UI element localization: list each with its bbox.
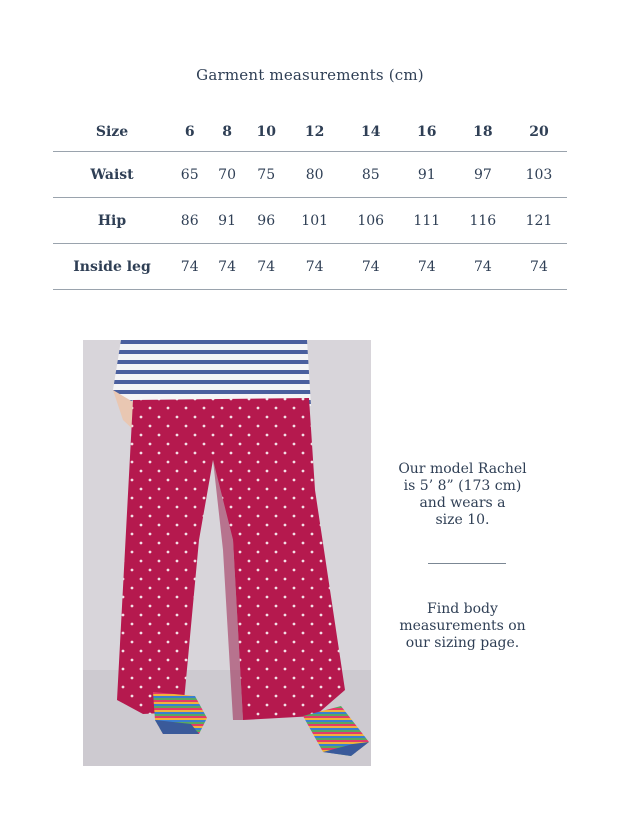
divider xyxy=(428,563,506,564)
table-cell: 74 xyxy=(246,244,287,290)
size-header: 14 xyxy=(343,113,399,152)
table-cell: 74 xyxy=(511,244,567,290)
table-cell: 116 xyxy=(455,198,511,244)
table-cell: 74 xyxy=(455,244,511,290)
table-cell: 65 xyxy=(171,152,208,198)
row-label: Inside leg xyxy=(53,244,171,290)
table-row-inside-leg xyxy=(53,244,567,290)
table-cell: 106 xyxy=(343,198,399,244)
table-row-hip xyxy=(53,198,567,244)
size-header: 8 xyxy=(208,113,245,152)
size-header: 20 xyxy=(511,113,567,152)
table-cell: 74 xyxy=(287,244,343,290)
page-title: Garment measurements (cm) xyxy=(196,66,424,84)
table-header-row xyxy=(53,113,567,152)
table-cell: 91 xyxy=(208,198,245,244)
table-cell: 80 xyxy=(287,152,343,198)
model-photo xyxy=(83,340,371,766)
size-header-label: Size xyxy=(53,113,171,152)
table-cell: 121 xyxy=(511,198,567,244)
row-label: Hip xyxy=(53,198,171,244)
size-header: 12 xyxy=(287,113,343,152)
measurements-table xyxy=(53,113,567,290)
table-cell: 111 xyxy=(399,198,455,244)
model-note-line: Our model Rachel xyxy=(398,461,527,477)
table-cell: 74 xyxy=(343,244,399,290)
table-cell: 74 xyxy=(399,244,455,290)
size-header: 16 xyxy=(399,113,455,152)
sizing-note xyxy=(385,601,540,652)
table-cell: 70 xyxy=(208,152,245,198)
model-note-line: is 5’ 8” (173 cm) xyxy=(403,478,522,494)
table-cell: 85 xyxy=(343,152,399,198)
table-cell: 96 xyxy=(246,198,287,244)
table-cell: 103 xyxy=(511,152,567,198)
row-label: Waist xyxy=(53,152,171,198)
table-cell: 86 xyxy=(171,198,208,244)
model-note-line: size 10. xyxy=(435,512,490,528)
size-header: 18 xyxy=(455,113,511,152)
model-note-line: and wears a xyxy=(419,495,506,511)
sizing-note-line: Find body xyxy=(427,601,498,617)
size-header: 6 xyxy=(171,113,208,152)
model-note xyxy=(385,461,540,529)
table-cell: 91 xyxy=(399,152,455,198)
size-header: 10 xyxy=(246,113,287,152)
table-cell: 74 xyxy=(171,244,208,290)
sizing-note-line: measurements on xyxy=(399,618,526,634)
table-cell: 97 xyxy=(455,152,511,198)
sizing-note-line: our sizing page. xyxy=(405,635,520,651)
table-row-waist xyxy=(53,152,567,198)
table-cell: 74 xyxy=(208,244,245,290)
table-cell: 101 xyxy=(287,198,343,244)
table-cell: 75 xyxy=(246,152,287,198)
